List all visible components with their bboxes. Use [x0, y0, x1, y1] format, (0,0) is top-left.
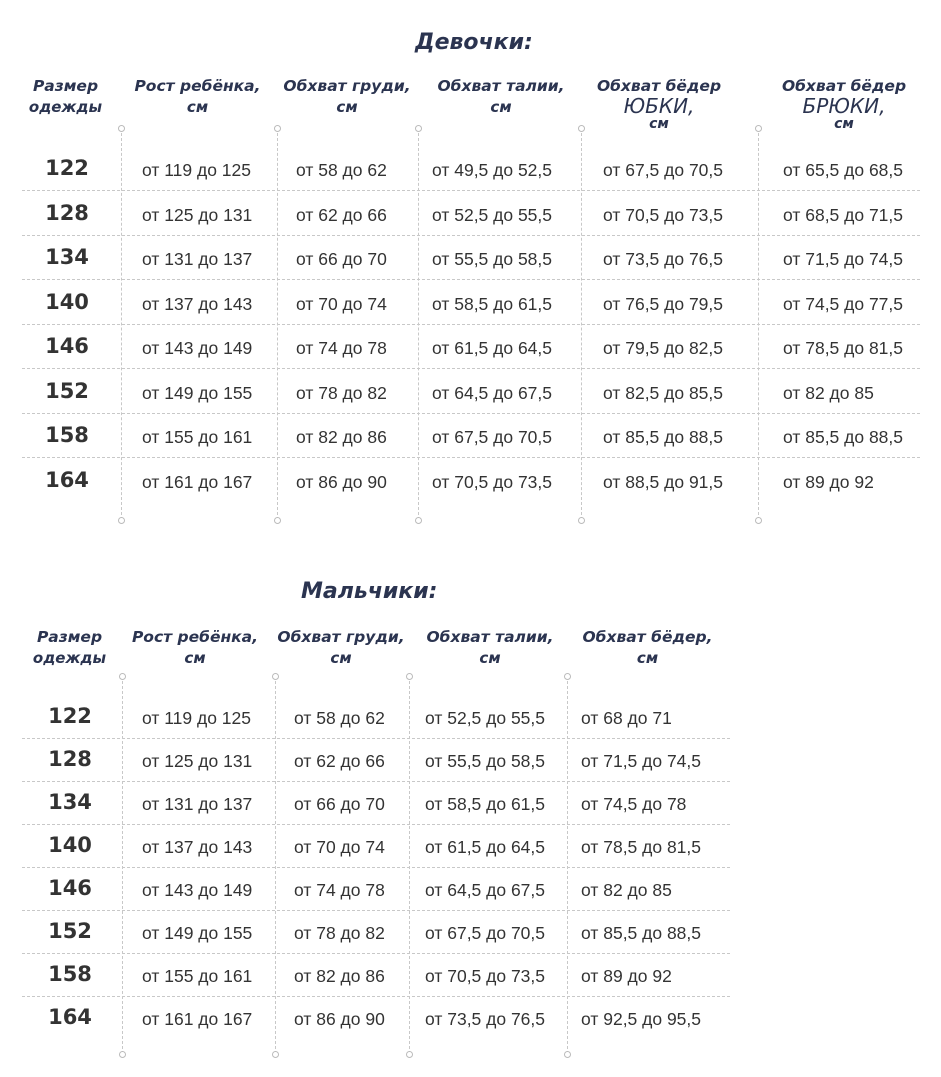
- divider-end-dot: [578, 517, 585, 524]
- cell-waist: от 67,5 до 70,5: [425, 923, 546, 943]
- row-divider: [22, 953, 730, 954]
- header-line: ЮБКИ,: [623, 94, 695, 118]
- cell-hips-pants: от 78,5 до 81,5: [783, 338, 904, 358]
- cell-height: от 143 до 149: [142, 880, 253, 900]
- header-line: Обхват груди,: [283, 77, 411, 95]
- row-divider: [22, 738, 730, 739]
- cell-height: от 119 до 125: [142, 708, 251, 728]
- boys-header-chest: [272, 627, 410, 669]
- row-divider: [22, 824, 730, 825]
- girls-header-size: [18, 76, 113, 118]
- header-line: см: [184, 649, 206, 667]
- cell-waist: от 67,5 до 70,5: [432, 427, 553, 447]
- cell-chest: от 58 до 62: [296, 160, 387, 180]
- boys-header-hips: [570, 627, 725, 669]
- cell-hips-skirt: от 88,5 до 91,5: [603, 471, 724, 492]
- cell-height: от 155 до 161: [142, 966, 253, 986]
- cell-hips-skirt: от 82,5 до 85,5: [603, 382, 724, 403]
- cell-chest: от 58 до 62: [294, 708, 385, 728]
- size-value: 152: [48, 919, 92, 943]
- cell-hips-skirt: от 73,5 до 76,5: [603, 249, 724, 269]
- cell-hips-pants: от 89 до 92: [783, 471, 874, 492]
- cell-height: от 155 до 161: [142, 427, 253, 447]
- cell-chest: от 62 до 66: [294, 751, 385, 771]
- size-value: 158: [45, 423, 89, 447]
- cell-chest: от 74 до 78: [294, 880, 385, 900]
- cell-chest: от 66 до 70: [294, 794, 385, 814]
- divider-end-dot: [415, 517, 422, 524]
- cell-waist: от 61,5 до 64,5: [425, 837, 546, 857]
- cell-hips-pants: от 74,5 до 77,5: [783, 293, 904, 314]
- header-line: Размер: [32, 77, 99, 95]
- cell-waist: от 73,5 до 76,5: [425, 1009, 546, 1029]
- size-value: 134: [45, 245, 89, 269]
- row-divider: [22, 279, 920, 280]
- divider-end-dot: [406, 673, 413, 680]
- divider-end-dot: [564, 1051, 571, 1058]
- row-divider: [22, 190, 920, 191]
- cell-height: от 119 до 125: [142, 160, 251, 180]
- cell-waist: от 55,5 до 58,5: [432, 249, 553, 269]
- divider-end-dot: [415, 125, 422, 132]
- size-value: 164: [48, 1005, 92, 1029]
- boys-title: Мальчики:: [301, 579, 438, 604]
- cell-waist: от 55,5 до 58,5: [425, 751, 546, 771]
- cell-hips: от 85,5 до 88,5: [581, 923, 702, 943]
- size-value: 128: [45, 200, 89, 225]
- cell-height: от 137 до 143: [142, 837, 253, 857]
- header-line: БРЮКИ,: [802, 94, 886, 118]
- size-value: 146: [45, 334, 89, 358]
- header-line: см: [479, 649, 501, 667]
- girls-header-chest: [276, 76, 418, 118]
- cell-chest: от 86 до 90: [296, 471, 387, 492]
- header-line: см: [636, 649, 659, 667]
- cell-hips-pants: от 82 до 85: [783, 382, 874, 403]
- size-value: 164: [45, 467, 89, 492]
- header-line: Рост ребёнка,: [131, 628, 259, 646]
- header-line: см: [336, 98, 358, 116]
- cell-height: от 161 до 167: [142, 1009, 253, 1029]
- cell-chest: от 74 до 78: [296, 338, 387, 358]
- cell-hips: от 78,5 до 81,5: [581, 837, 702, 857]
- row-divider: [22, 996, 730, 997]
- row-divider: [22, 324, 920, 325]
- cell-hips-pants: от 71,5 до 74,5: [783, 249, 904, 269]
- cell-waist: от 49,5 до 52,5: [432, 160, 553, 180]
- size-value: 152: [45, 378, 89, 403]
- divider-end-dot: [272, 1051, 279, 1058]
- cell-height: от 137 до 143: [142, 293, 253, 314]
- cell-height: от 161 до 167: [142, 471, 253, 492]
- cell-hips-pants: от 68,5 до 71,5: [783, 204, 904, 225]
- header-line: Обхват груди,: [277, 628, 405, 646]
- cell-hips: от 71,5 до 74,5: [581, 751, 702, 771]
- size-value: 146: [48, 876, 92, 900]
- divider-end-dot: [274, 125, 281, 132]
- boys-header-waist: [412, 627, 568, 669]
- row-divider: [22, 235, 920, 236]
- cell-hips-skirt: от 70,5 до 73,5: [603, 204, 724, 225]
- cell-hips-skirt: от 67,5 до 70,5: [603, 160, 724, 180]
- header-line: Рост ребёнка,: [134, 77, 261, 95]
- cell-height: от 131 до 137: [142, 794, 253, 814]
- size-value: 122: [45, 156, 89, 180]
- cell-waist: от 58,5 до 61,5: [432, 293, 553, 314]
- size-value: 134: [48, 790, 92, 814]
- divider-end-dot: [406, 1051, 413, 1058]
- cell-chest: от 70 до 74: [296, 293, 387, 314]
- row-divider: [22, 781, 730, 782]
- girls-header-waist: [420, 76, 582, 118]
- divider-end-dot: [274, 517, 281, 524]
- cell-height: от 149 до 155: [142, 923, 253, 943]
- divider-end-dot: [272, 673, 279, 680]
- cell-waist: от 58,5 до 61,5: [425, 794, 546, 814]
- cell-chest: от 78 до 82: [296, 382, 387, 403]
- header-line: Обхват талии,: [437, 77, 565, 95]
- header-line: Обхват талии,: [426, 628, 554, 646]
- boys-header-size: [22, 627, 117, 669]
- cell-chest: от 82 до 86: [296, 427, 387, 447]
- divider-end-dot: [119, 1051, 126, 1058]
- cell-chest: от 78 до 82: [294, 923, 385, 943]
- header-line: Обхват бёдер: [781, 77, 907, 95]
- cell-waist: от 52,5 до 55,5: [425, 708, 546, 728]
- cell-waist: от 52,5 до 55,5: [432, 204, 553, 225]
- row-divider: [22, 457, 920, 458]
- girls-title: Девочки:: [415, 30, 533, 55]
- cell-hips-pants: от 85,5 до 88,5: [783, 427, 904, 447]
- girls-header-height: [120, 76, 275, 118]
- boys-header-height: [120, 627, 270, 669]
- cell-hips-skirt: от 76,5 до 79,5: [603, 293, 724, 314]
- cell-waist: от 61,5 до 64,5: [432, 338, 553, 358]
- cell-height: от 149 до 155: [142, 382, 253, 403]
- cell-hips-pants: от 65,5 до 68,5: [783, 160, 904, 180]
- size-value: 140: [48, 833, 92, 857]
- header-line: одежды: [28, 98, 103, 116]
- row-divider: [22, 413, 920, 414]
- header-line: см: [330, 649, 352, 667]
- cell-chest: от 86 до 90: [294, 1009, 385, 1029]
- divider-end-dot: [578, 125, 585, 132]
- size-value: 122: [48, 704, 92, 728]
- cell-height: от 125 до 131: [142, 204, 253, 225]
- column-divider: [275, 676, 276, 1054]
- cell-waist: от 70,5 до 73,5: [432, 471, 553, 492]
- header-line: одежды: [32, 649, 107, 667]
- divider-end-dot: [118, 517, 125, 524]
- column-divider: [567, 676, 568, 1054]
- header-line: см: [649, 116, 669, 132]
- cell-chest: от 70 до 74: [294, 837, 385, 857]
- header-line: см: [490, 98, 512, 116]
- cell-waist: от 64,5 до 67,5: [432, 382, 553, 403]
- cell-chest: от 62 до 66: [296, 204, 387, 225]
- cell-waist: от 64,5 до 67,5: [425, 880, 546, 900]
- cell-chest: от 82 до 86: [294, 966, 385, 986]
- header-line: см: [834, 116, 854, 132]
- divider-end-dot: [564, 673, 571, 680]
- cell-hips: от 92,5 до 95,5: [581, 1009, 702, 1029]
- cell-hips-skirt: от 79,5 до 82,5: [603, 338, 724, 358]
- header-line: Размер: [36, 628, 103, 646]
- row-divider: [22, 910, 730, 911]
- cell-hips-skirt: от 85,5 до 88,5: [603, 427, 724, 447]
- row-divider: [22, 867, 730, 868]
- cell-chest: от 66 до 70: [296, 249, 387, 269]
- cell-height: от 131 до 137: [142, 249, 253, 269]
- cell-height: от 143 до 149: [142, 338, 253, 358]
- header-line: Обхват бёдер: [596, 77, 722, 95]
- cell-hips: от 68 до 71: [581, 708, 672, 728]
- divider-end-dot: [755, 125, 762, 132]
- divider-end-dot: [755, 517, 762, 524]
- header-line: см: [186, 98, 209, 116]
- cell-hips: от 74,5 до 78: [581, 794, 687, 814]
- divider-end-dot: [118, 125, 125, 132]
- size-value: 140: [45, 289, 89, 314]
- size-value: 128: [48, 747, 92, 771]
- girls-header-hips-skirt: [585, 76, 733, 132]
- cell-hips: от 89 до 92: [581, 966, 672, 986]
- header-line: Обхват бёдер,: [582, 628, 713, 646]
- girls-header-hips-pants: [770, 76, 918, 132]
- column-divider: [409, 676, 410, 1054]
- cell-waist: от 70,5 до 73,5: [425, 966, 546, 986]
- column-divider: [122, 676, 123, 1054]
- row-divider: [22, 368, 920, 369]
- cell-hips: от 82 до 85: [581, 880, 672, 900]
- divider-end-dot: [119, 673, 126, 680]
- cell-height: от 125 до 131: [142, 751, 253, 771]
- size-value: 158: [48, 962, 92, 986]
